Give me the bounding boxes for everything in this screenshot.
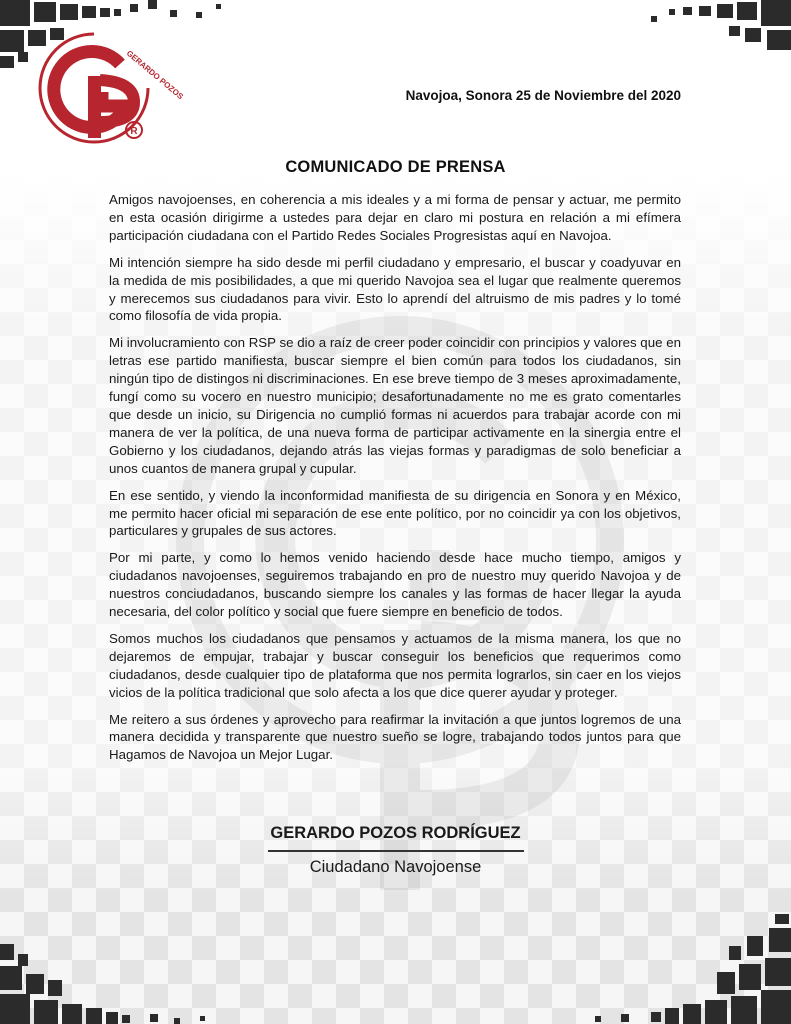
paragraph: Mi intención siempre ha sido desde mi perfil ciudadano y empresario, el buscar y coadyuvar en la medida de mis posibilidades, a que mi querido Navojoa sea el lugar que realmente queremos y merecemos sus ciudadanos para vivir. Esto lo aprendí del altruismo de mis padres y lo tomé como filosofía de vida propia. (109, 254, 681, 324)
document-title: COMUNICADO DE PRENSA (285, 158, 506, 176)
svg-text:GERARDO POZOS: GERARDO POZOS (124, 48, 185, 102)
corner-pattern-bottom-left-icon (0, 934, 240, 1024)
paragraph: Amigos navojoenses, en coherencia a mis ideales y a mi forma de pensar y actuar, me permito en esta ocasión dirigirme a ustedes para dejar en claro mi postura en relación a mi efímera participación ciudadana con el Partido Redes Sociales Progresistas aquí en Navojoa. (109, 192, 681, 243)
paragraph: Me reitero a sus órdenes y aprovecho para reafirmar la invitación a que juntos logremos de una manera decidida y transparente que nuestro sueño se logre, trabajando todos juntos para que Hagamos de Navojoa un Mejor Lugar. (109, 711, 681, 763)
paragraph: En ese sentido, y viendo la inconformidad manifiesta de su dirigencia en Sonora y en México, me permito hacer oficial mi separación de ese ente político, por no coincidir ya con los objetivos, particulares y grupales de sus actores. (109, 487, 681, 539)
date-line: Navojoa, Sonora 25 de Noviembre del 2020 (405, 88, 681, 103)
signature-name: GERARDO POZOS RODRÍGUEZ (270, 824, 521, 842)
svg-text:R: R (130, 126, 138, 137)
paragraph: Por mi parte, y como lo hemos venido haciendo desde hace mucho tiempo, amigos y ciudadanos navojoenses, seguiremos trabajando en pro de nuestro muy querido Navojoa y de nuestros conciudadanos, buscando siempre los canales y las formas de hacer llegar la ayuda necesaria, del color político y social que fuere siempre en beneficio de todos. (109, 550, 681, 620)
paragraph: Mi involucramiento con RSP se dio a raíz de creer poder coincidir con principios y valores que en letras ese partido manifiesta, buscar siempre el bien común para todos los ciudadanos, sin ningún tipo de distingos ni discriminaciones. En ese breve tiempo de 3 meses aproximadamente, fungí como su vocero en nuestro municipio; desafortunadamente no me es grato comentarles que desde un inicio, su Dirigencia no cumplió formas ni acuerdos para trabajar acorde con mi manera de ver la política, de una nueva forma de participar activamente en la sinergia entre el Gobierno y los ciudadanos, dejando atrás las viejas formas y paradigmas de solo beneficiar a unos cuantos de manera grupal y cupular. (109, 335, 681, 476)
letter-body (109, 191, 681, 773)
gerardo-pozos-logo (30, 24, 185, 148)
corner-pattern-bottom-right-icon (551, 914, 791, 1024)
paragraph: Somos muchos los ciudadanos que pensamos y actuamos de la misma manera, los que no dejaremos de empujar, trabajar y buscar conseguir los beneficios que requerimos como ciudadanos, desde cualquier tipo de plataforma que nos permita lograrlos, sin caer en los viejos vicios de la política tradicional que solo afecta a los que dice querer ayudar y proteger. (109, 630, 681, 700)
signature-role: Ciudadano Navojoense (309, 858, 482, 876)
corner-pattern-top-right-icon (641, 0, 791, 55)
signature-divider (268, 850, 524, 852)
